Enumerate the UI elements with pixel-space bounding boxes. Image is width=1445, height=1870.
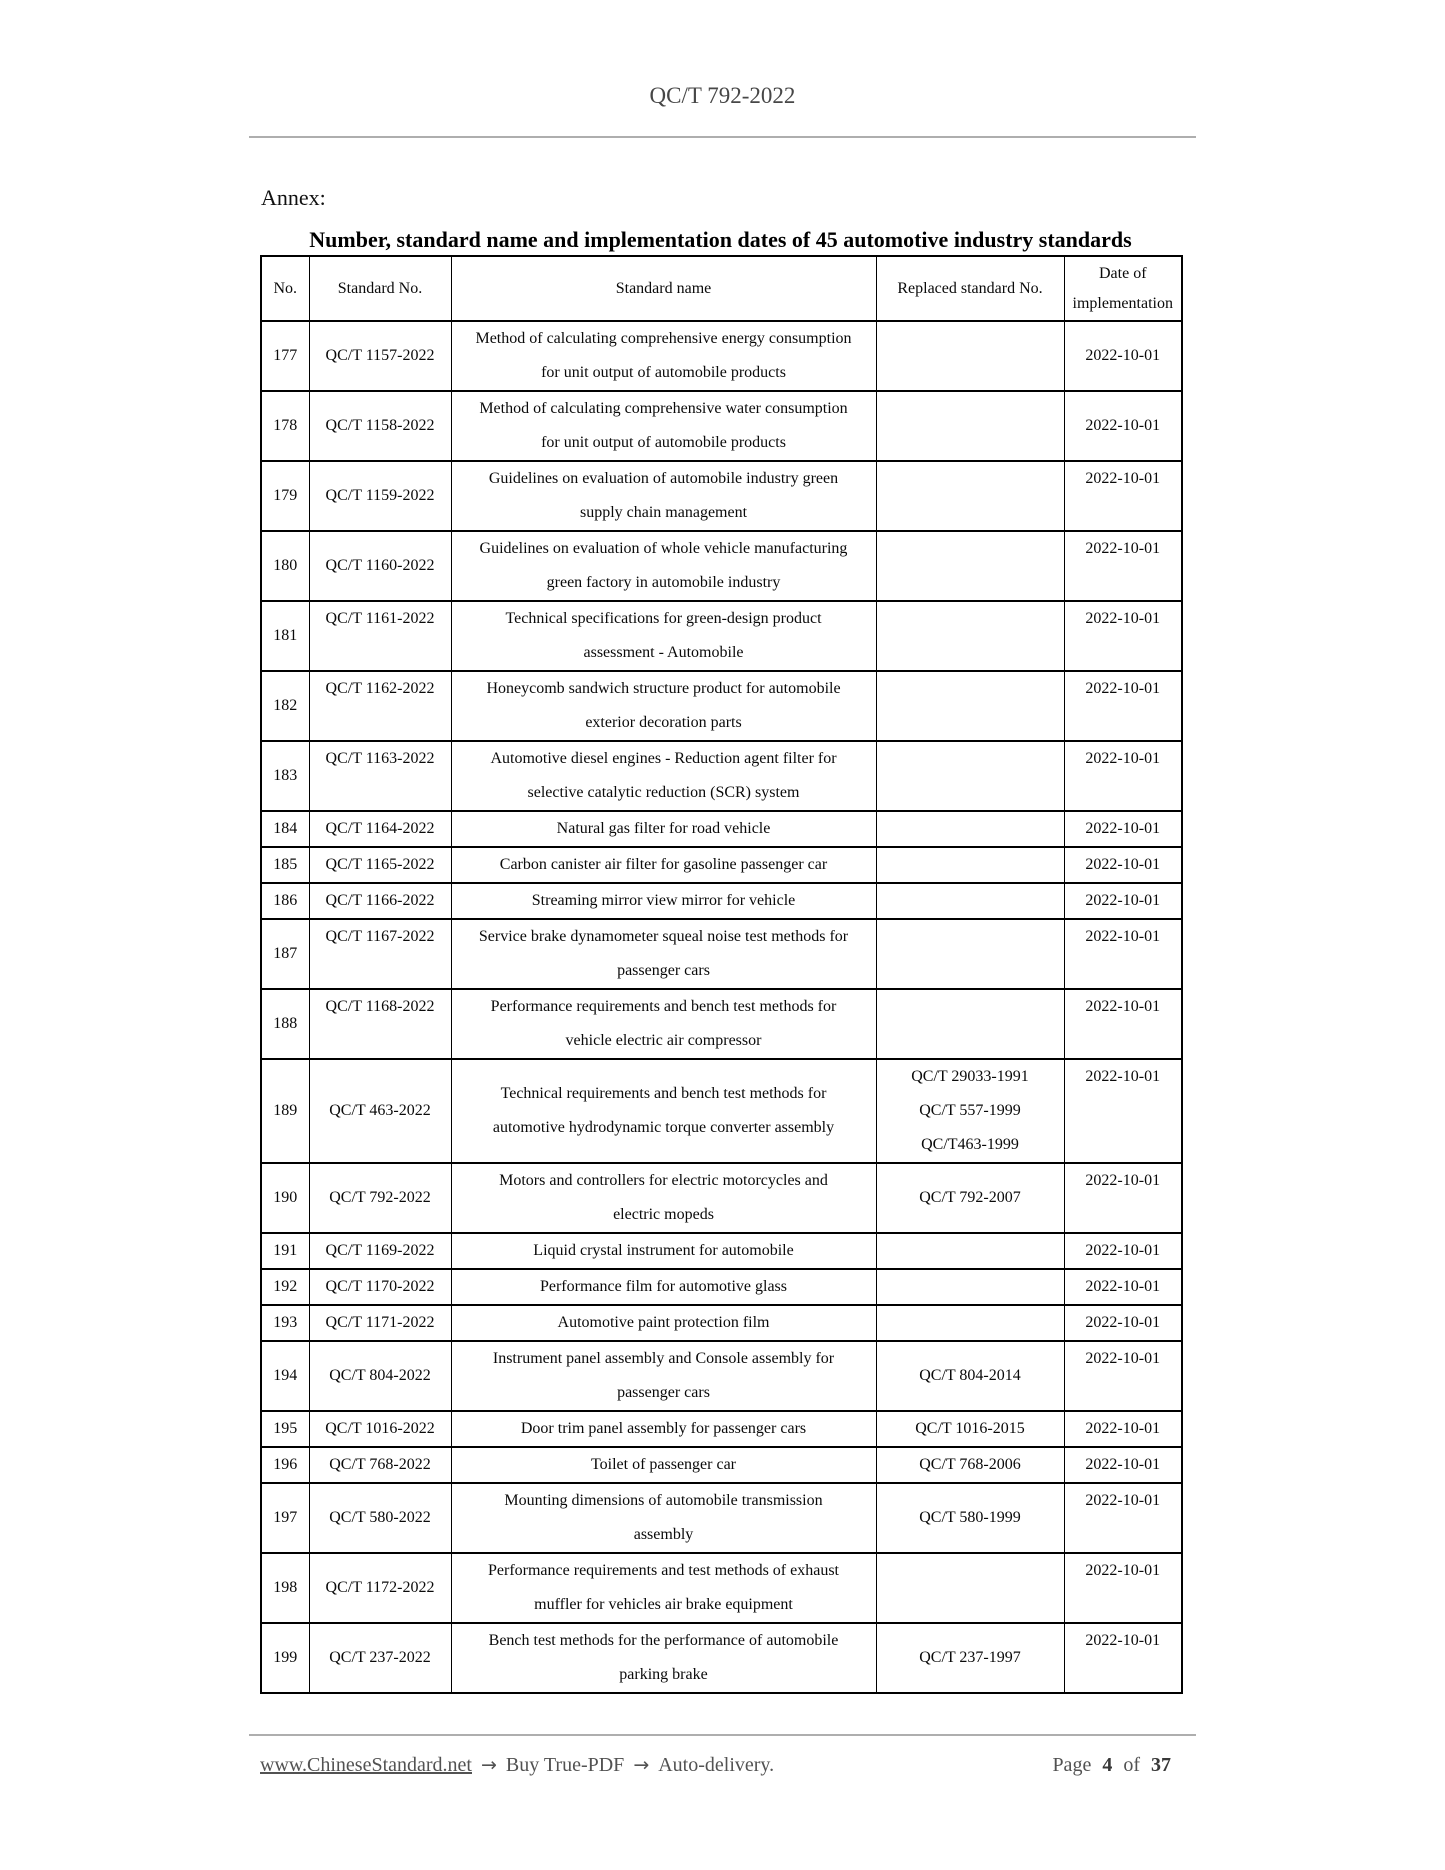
header-no: No. (261, 256, 309, 321)
table-row (261, 847, 1182, 883)
doc-code: QC/T 792-2022 (649, 83, 796, 108)
footer (260, 1754, 1171, 1777)
cell-standard-name: Honeycomb sandwich structure product for automobile exterior decoration parts (451, 671, 876, 741)
cell-replaced-standard-no: QC/T 237-1997 (876, 1623, 1064, 1693)
header-date-line2: implementation (1072, 294, 1173, 312)
table-row (261, 1447, 1182, 1483)
cell-no: 196 (261, 1447, 309, 1483)
cell-no: 182 (261, 671, 309, 741)
cell-no: 181 (261, 601, 309, 671)
cell-replaced-standard-no (876, 989, 1064, 1059)
cell-standard-no: QC/T 1159-2022 (309, 461, 451, 531)
cell-replaced-standard-no (876, 391, 1064, 461)
table-body (261, 321, 1182, 1693)
header-replaced-standard-no: Replaced standard No. (876, 256, 1064, 321)
table-row (261, 321, 1182, 391)
cell-date: 2022-10-01 (1064, 1269, 1182, 1305)
cell-standard-no: QC/T 1164-2022 (309, 811, 451, 847)
cell-date: 2022-10-01 (1064, 1483, 1182, 1553)
page-current-number: 4 (1102, 1754, 1113, 1776)
table-row (261, 391, 1182, 461)
cell-no: 180 (261, 531, 309, 601)
annex-label: Annex: (261, 185, 326, 210)
table-title: Number, standard name and implementation dates of 45 automotive industry standards (309, 227, 1132, 252)
cell-date: 2022-10-01 (1064, 391, 1182, 461)
cell-standard-no: QC/T 1167-2022 (309, 919, 451, 989)
cell-no: 187 (261, 919, 309, 989)
cell-standard-name: Motors and controllers for electric motorcycles and electric mopeds (451, 1163, 876, 1233)
cell-standard-name: Automotive diesel engines - Reduction agent filter for selective catalytic reduction (SCR) system (451, 741, 876, 811)
cell-replaced-standard-no: QC/T 29033-1991 QC/T 557-1999 QC/T463-1999 (876, 1059, 1064, 1163)
cell-standard-no: QC/T 1162-2022 (309, 671, 451, 741)
footer-divider (249, 1734, 1196, 1736)
cell-date: 2022-10-01 (1064, 601, 1182, 671)
header-date-of-implementation (1064, 256, 1182, 321)
cell-no: 177 (261, 321, 309, 391)
cell-standard-name: Automotive paint protection film (451, 1305, 876, 1341)
cell-no: 178 (261, 391, 309, 461)
cell-replaced-standard-no (876, 811, 1064, 847)
table-row (261, 1411, 1182, 1447)
cell-standard-no: QC/T 1165-2022 (309, 847, 451, 883)
table-row (261, 1341, 1182, 1411)
table-row (261, 883, 1182, 919)
footer-delivery-text: Auto-delivery. (658, 1754, 775, 1776)
cell-standard-no: QC/T 580-2022 (309, 1483, 451, 1553)
cell-replaced-standard-no (876, 321, 1064, 391)
cell-replaced-standard-no (876, 1305, 1064, 1341)
cell-standard-no: QC/T 1170-2022 (309, 1269, 451, 1305)
cell-no: 199 (261, 1623, 309, 1693)
cell-date: 2022-10-01 (1064, 919, 1182, 989)
cell-no: 183 (261, 741, 309, 811)
cell-standard-no: QC/T 463-2022 (309, 1059, 451, 1163)
cell-no: 192 (261, 1269, 309, 1305)
cell-standard-name: Method of calculating comprehensive energy consumption for unit output of automobile products (451, 321, 876, 391)
cell-replaced-standard-no (876, 1269, 1064, 1305)
table-row (261, 919, 1182, 989)
footer-left (260, 1754, 774, 1777)
arrow-icon: → (633, 1754, 650, 1776)
table-row (261, 1553, 1182, 1623)
cell-date: 2022-10-01 (1064, 1447, 1182, 1483)
table-row (261, 1163, 1182, 1233)
header-date-line1: Date of (1098, 264, 1147, 282)
cell-date: 2022-10-01 (1064, 847, 1182, 883)
footer-buy-text: Buy True-PDF (505, 1754, 625, 1776)
table-header-row (261, 256, 1182, 321)
cell-standard-no: QC/T 1158-2022 (309, 391, 451, 461)
cell-standard-no: QC/T 1157-2022 (309, 321, 451, 391)
cell-standard-name: Technical requirements and bench test methods for automotive hydrodynamic torque converter assembly (451, 1059, 876, 1163)
cell-replaced-standard-no: QC/T 1016-2015 (876, 1411, 1064, 1447)
cell-no: 195 (261, 1411, 309, 1447)
cell-standard-name: Natural gas filter for road vehicle (451, 811, 876, 847)
cell-standard-no: QC/T 1172-2022 (309, 1553, 451, 1623)
cell-replaced-standard-no (876, 919, 1064, 989)
table-row (261, 461, 1182, 531)
cell-no: 193 (261, 1305, 309, 1341)
cell-replaced-standard-no (876, 1553, 1064, 1623)
cell-replaced-standard-no: QC/T 792-2007 (876, 1163, 1064, 1233)
standards-table (260, 255, 1183, 1694)
cell-date: 2022-10-01 (1064, 1623, 1182, 1693)
cell-no: 198 (261, 1553, 309, 1623)
cell-standard-no: QC/T 237-2022 (309, 1623, 451, 1693)
table-row (261, 811, 1182, 847)
cell-date: 2022-10-01 (1064, 531, 1182, 601)
cell-standard-name: Guidelines on evaluation of automobile industry green supply chain management (451, 461, 876, 531)
cell-no: 194 (261, 1341, 309, 1411)
cell-standard-no: QC/T 804-2022 (309, 1341, 451, 1411)
cell-replaced-standard-no (876, 847, 1064, 883)
cell-standard-no: QC/T 1171-2022 (309, 1305, 451, 1341)
cell-date: 2022-10-01 (1064, 989, 1182, 1059)
cell-standard-no: QC/T 792-2022 (309, 1163, 451, 1233)
cell-date: 2022-10-01 (1064, 1411, 1182, 1447)
cell-replaced-standard-no (876, 461, 1064, 531)
cell-replaced-standard-no: QC/T 580-1999 (876, 1483, 1064, 1553)
cell-standard-no: QC/T 1166-2022 (309, 883, 451, 919)
cell-standard-name: Performance requirements and bench test methods for vehicle electric air compressor (451, 989, 876, 1059)
cell-no: 185 (261, 847, 309, 883)
table-row (261, 1059, 1182, 1163)
cell-date: 2022-10-01 (1064, 883, 1182, 919)
page-total-number: 37 (1151, 1754, 1171, 1776)
cell-standard-name: Instrument panel assembly and Console assembly for passenger cars (451, 1341, 876, 1411)
table-row (261, 531, 1182, 601)
cell-date: 2022-10-01 (1064, 1553, 1182, 1623)
header-standard-no: Standard No. (309, 256, 451, 321)
cell-date: 2022-10-01 (1064, 1233, 1182, 1269)
cell-standard-no: QC/T 1161-2022 (309, 601, 451, 671)
cell-standard-name: Technical specifications for green-design product assessment - Automobile (451, 601, 876, 671)
cell-date: 2022-10-01 (1064, 1059, 1182, 1163)
table-row (261, 1305, 1182, 1341)
cell-standard-name: Carbon canister air filter for gasoline passenger car (451, 847, 876, 883)
table-row (261, 1623, 1182, 1693)
cell-replaced-standard-no: QC/T 804-2014 (876, 1341, 1064, 1411)
cell-standard-no: QC/T 768-2022 (309, 1447, 451, 1483)
table-row (261, 989, 1182, 1059)
cell-standard-no: QC/T 1160-2022 (309, 531, 451, 601)
footer-link[interactable]: www.ChineseStandard.net (260, 1754, 472, 1776)
cell-standard-name: Performance requirements and test methods of exhaust muffler for vehicles air brake equipment (451, 1553, 876, 1623)
cell-standard-name: Mounting dimensions of automobile transmission assembly (451, 1483, 876, 1553)
cell-date: 2022-10-01 (1064, 1341, 1182, 1411)
cell-no: 179 (261, 461, 309, 531)
cell-no: 190 (261, 1163, 309, 1233)
cell-standard-no: QC/T 1016-2022 (309, 1411, 451, 1447)
cell-standard-name: Door trim panel assembly for passenger cars (451, 1411, 876, 1447)
cell-standard-name: Bench test methods for the performance of automobile parking brake (451, 1623, 876, 1693)
cell-no: 189 (261, 1059, 309, 1163)
cell-replaced-standard-no (876, 1233, 1064, 1269)
cell-standard-name: Performance film for automotive glass (451, 1269, 876, 1305)
cell-standard-name: Streaming mirror view mirror for vehicle (451, 883, 876, 919)
cell-standard-name: Service brake dynamometer squeal noise test methods for passenger cars (451, 919, 876, 989)
cell-no: 184 (261, 811, 309, 847)
table-row (261, 1483, 1182, 1553)
cell-standard-no: QC/T 1163-2022 (309, 741, 451, 811)
cell-replaced-standard-no: QC/T 768-2006 (876, 1447, 1064, 1483)
of-label: of (1123, 1754, 1140, 1776)
cell-no: 188 (261, 989, 309, 1059)
cell-no: 197 (261, 1483, 309, 1553)
page-indicator (1052, 1754, 1171, 1777)
table-row (261, 1233, 1182, 1269)
cell-standard-name: Toilet of passenger car (451, 1447, 876, 1483)
cell-replaced-standard-no (876, 741, 1064, 811)
cell-standard-name: Method of calculating comprehensive water consumption for unit output of automobile products (451, 391, 876, 461)
table-row (261, 1269, 1182, 1305)
cell-replaced-standard-no (876, 671, 1064, 741)
table-row (261, 601, 1182, 671)
cell-date: 2022-10-01 (1064, 1163, 1182, 1233)
page-label: Page (1052, 1754, 1092, 1776)
cell-no: 186 (261, 883, 309, 919)
header-standard-name: Standard name (451, 256, 876, 321)
cell-standard-name: Liquid crystal instrument for automobile (451, 1233, 876, 1269)
cell-no: 191 (261, 1233, 309, 1269)
cell-replaced-standard-no (876, 531, 1064, 601)
cell-date: 2022-10-01 (1064, 671, 1182, 741)
header-divider (249, 136, 1196, 138)
cell-date: 2022-10-01 (1064, 1305, 1182, 1341)
cell-standard-no: QC/T 1168-2022 (309, 989, 451, 1059)
cell-standard-name: Guidelines on evaluation of whole vehicle manufacturing green factory in automobile industry (451, 531, 876, 601)
arrow-icon: → (481, 1754, 497, 1776)
cell-date: 2022-10-01 (1064, 321, 1182, 391)
cell-standard-no: QC/T 1169-2022 (309, 1233, 451, 1269)
cell-replaced-standard-no (876, 601, 1064, 671)
cell-date: 2022-10-01 (1064, 461, 1182, 531)
table-row (261, 671, 1182, 741)
cell-replaced-standard-no (876, 883, 1064, 919)
cell-date: 2022-10-01 (1064, 811, 1182, 847)
cell-date: 2022-10-01 (1064, 741, 1182, 811)
table-row (261, 741, 1182, 811)
